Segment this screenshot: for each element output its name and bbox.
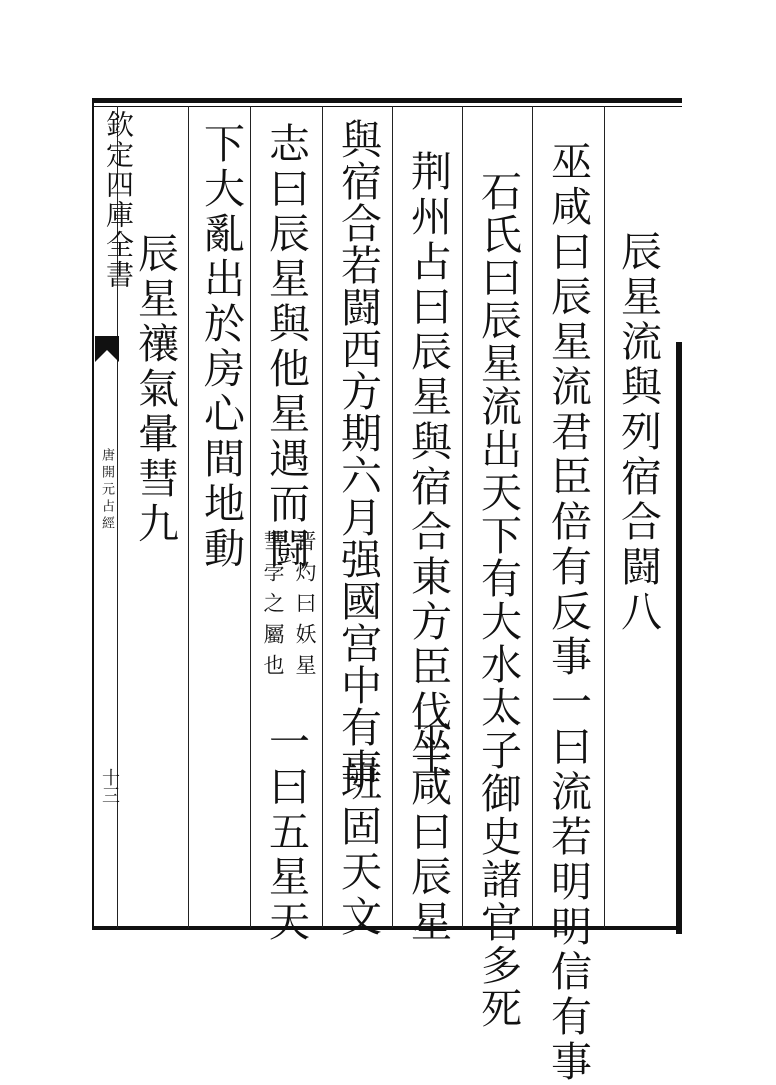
- text-column: 班固天文: [334, 760, 382, 940]
- text-column: 石氏曰辰星流出天下有大水太子御史諸官多死: [474, 170, 522, 1030]
- column-rule: [250, 106, 251, 928]
- frame-right-border: [676, 342, 682, 934]
- frame-bottom-border: [92, 926, 682, 930]
- column-rule: [532, 106, 533, 928]
- page-number: 十三: [99, 768, 120, 804]
- frame-top-inner-border: [92, 106, 682, 107]
- annotation-note: 晋灼曰妖星: [293, 530, 317, 685]
- column-rule: [462, 106, 463, 928]
- text-column: 荆州占曰辰星與宿合東方臣伐主: [404, 150, 452, 780]
- column-rule: [392, 106, 393, 928]
- text-column: 辰星禳氣暈彗九: [131, 232, 179, 547]
- frame-top-border: [92, 98, 682, 103]
- column-rule: [188, 106, 189, 928]
- column-rule: [604, 106, 605, 928]
- text-column: 與宿合若闘西方期六月强國宫中有事: [334, 118, 382, 790]
- source-title: 唐開元占經: [99, 448, 114, 533]
- text-column: 志曰辰星與他星遇而闘: [262, 122, 310, 572]
- annotation-note: 彗孛之屬也: [261, 530, 285, 685]
- book-title: 欽定四庫全書: [102, 110, 135, 290]
- fishtail-mark: [95, 336, 119, 362]
- frame-left-border: [92, 98, 94, 930]
- column-rule: [322, 106, 323, 928]
- text-column: 巫咸曰辰星: [404, 720, 452, 945]
- text-column: 辰星流與列宿合闘八: [614, 230, 662, 635]
- text-column: 下大亂出於房心間地動: [197, 122, 245, 572]
- text-column: 巫咸曰辰星流君臣倍有反事一曰流若明明信有事: [544, 140, 592, 1085]
- text-column: 一曰五星天: [262, 720, 310, 945]
